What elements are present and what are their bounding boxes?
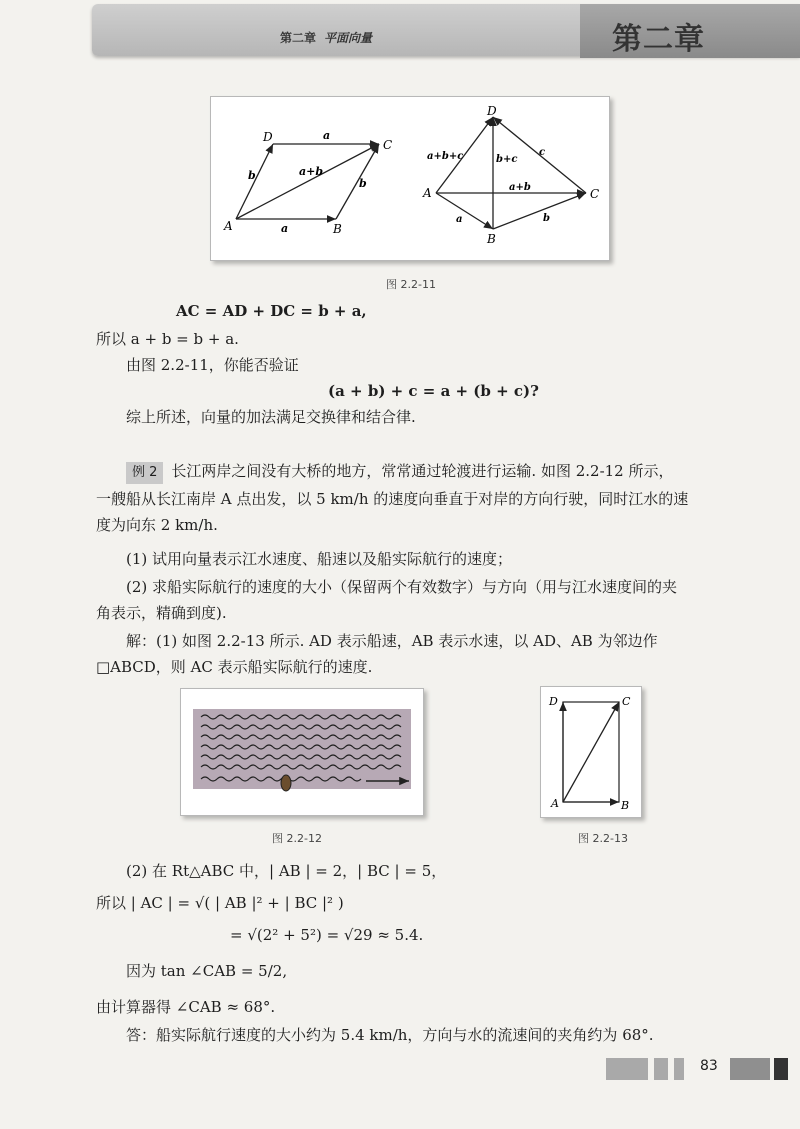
chapter-title-big: 第二章 — [612, 22, 705, 57]
label-B-13: B — [621, 799, 630, 812]
page-number: 83 — [700, 1058, 718, 1074]
label-D-13: D — [549, 695, 558, 708]
label-a-top: a — [323, 129, 331, 142]
running-header — [280, 29, 372, 46]
label-a-r: a — [456, 214, 463, 225]
question-2b: 角表示，精确到度). — [96, 604, 227, 622]
label-ab-r: a+b — [509, 182, 531, 193]
label-b-right: b — [359, 177, 367, 190]
vector-AC — [563, 702, 619, 802]
label-a-plus-b: a+b — [299, 165, 324, 178]
question-1: (1) 试用向量表示江水速度、船速以及船实际航行的速度； — [126, 550, 513, 568]
example-2-line-1 — [126, 460, 674, 484]
label-D-r: D — [487, 104, 497, 118]
example-2-line-3: 度为向东 2 km/h. — [96, 516, 218, 534]
text-verify-prompt: 由图 2.2-11，你能否验证 — [126, 356, 299, 374]
label-c: c — [539, 147, 546, 158]
label-C-13: C — [622, 695, 631, 708]
example-tag: 例 2 — [126, 462, 163, 484]
chapter-label: 第二章 — [280, 31, 317, 45]
label-C-r: C — [590, 187, 600, 201]
section-label: 平面向量 — [324, 31, 373, 45]
answer-line: 答：船实际航行速度的大小约为 5.4 km/h，方向与水的流速间的夹角约为 68°. — [126, 1026, 654, 1044]
label-A-13: A — [551, 797, 559, 810]
boat-icon — [281, 775, 291, 791]
label-A: A — [224, 219, 233, 233]
figure-2-2-13 — [540, 686, 642, 818]
label-b-r: b — [543, 213, 550, 224]
solution-1a: 解：(1) 如图 2.2-13 所示. AD 表示船速，AB 表示水速，以 AD、AB 为邻边作 — [126, 632, 658, 650]
label-a-bottom: a — [281, 222, 289, 235]
vector-a — [436, 193, 493, 229]
solution-2-line-2: 所以 | AC | = √( | AB |² + | BC |² ) — [96, 894, 344, 912]
figure-13-caption: 图 2.2-13 — [578, 832, 628, 845]
vector-b — [493, 193, 586, 229]
rectangle-vector-diagram — [541, 687, 641, 817]
label-D: D — [263, 130, 273, 144]
solution-2-line-5: 由计算器得 ∠CAB ≈ 68°. — [96, 998, 276, 1016]
solution-2-line-4: 因为 tan ∠CAB = 5/2, — [126, 962, 288, 980]
river-illustration — [181, 689, 423, 815]
label-abc: a+b+c — [427, 151, 464, 162]
figure-2-2-11 — [210, 96, 610, 261]
label-B-r: B — [487, 232, 496, 246]
label-C: C — [383, 138, 393, 152]
example-2-line-2: 一艘船从长江南岸 A 点出发，以 5 km/h 的速度向垂直于对岸的方向行驶，同时江水的速 — [96, 490, 689, 508]
solution-2-line-1: (2) 在 Rt△ABC 中，| AB | = 2，| BC | = 5， — [126, 862, 447, 880]
figure-11-caption: 图 2.2-11 — [386, 278, 436, 291]
label-b-left: b — [248, 169, 256, 182]
label-bc: b+c — [496, 154, 518, 165]
vector-diagram-11 — [211, 97, 609, 260]
figure-2-2-12 — [180, 688, 424, 816]
equation-associative: (a + b) + c = a + (b + c)? — [328, 382, 539, 400]
example-2-text-1: 长江两岸之间没有大桥的地方，常常通过轮渡进行运输. 如图 2.2-12 所示， — [171, 462, 674, 480]
solution-2-line-3: = √(2² + 5²) = √29 ≈ 5.4. — [230, 926, 424, 944]
text-so-commutative: 所以 a + b = b + a. — [96, 330, 239, 348]
label-B: B — [333, 222, 342, 236]
solution-1b: □ABCD，则 AC 表示船实际航行的速度. — [96, 658, 373, 676]
text-summary: 综上所述，向量的加法满足交换律和结合律. — [126, 408, 416, 426]
question-2a: (2) 求船实际航行的速度的大小（保留两个有效数字）与方向（用与江水速度间的夹 — [126, 578, 678, 596]
equation-ac: AC = AD + DC = b + a, — [176, 302, 367, 320]
label-A-r: A — [423, 186, 432, 200]
figure-12-caption: 图 2.2-12 — [272, 832, 322, 845]
